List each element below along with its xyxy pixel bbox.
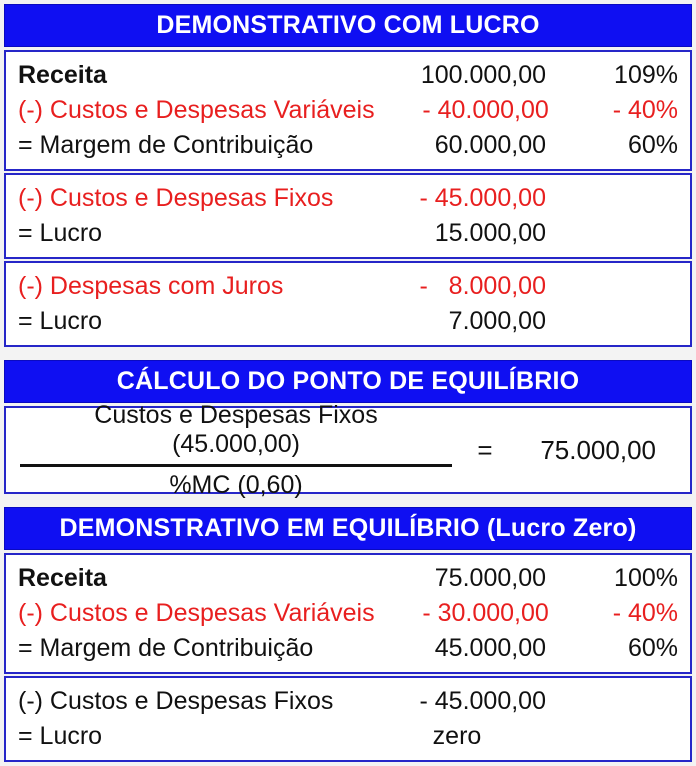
fraction-denominator: %MC (0,60) <box>169 470 303 499</box>
row-amount: - 45.000,00 <box>419 687 546 715</box>
equals-sign: = <box>477 434 493 465</box>
row-label: (-) Custos e Despesas Fixos <box>18 184 334 212</box>
table-equilibrio-section-margem <box>4 553 692 674</box>
table-row <box>6 216 690 251</box>
row-amount: 75.000,00 <box>434 564 546 592</box>
row-amount: 15.000,00 <box>434 219 546 247</box>
row-percent: 109% <box>614 61 678 89</box>
table-lucro-title: DEMONSTRATIVO COM LUCRO <box>4 4 692 47</box>
row-amount: - 45.000,00 <box>419 184 546 212</box>
breakeven-title: CÁLCULO DO PONTO DE EQUILÍBRIO <box>4 360 692 403</box>
row-label: = Margem de Contribuição <box>18 634 314 662</box>
row-label: Receita <box>18 61 107 89</box>
row-percent: 60% <box>627 634 678 662</box>
breakeven-fraction <box>20 401 452 500</box>
table-row <box>6 269 690 304</box>
table-row <box>6 719 690 754</box>
row-label: = Lucro <box>18 722 103 750</box>
table-row <box>6 181 690 216</box>
row-amount: 60.000,00 <box>434 131 546 159</box>
table-row <box>6 93 690 128</box>
row-label: (-) Custos e Despesas Fixos <box>18 687 334 715</box>
row-label: = Lucro <box>18 219 103 247</box>
row-amount: - 40.000,00 <box>422 96 549 124</box>
table-row <box>6 58 690 93</box>
row-label: (-) Custos e Despesas Variáveis <box>18 599 375 627</box>
table-lucro-section-fixos <box>4 173 692 259</box>
table-lucro-section-margem <box>4 50 692 171</box>
table-row <box>6 596 690 631</box>
breakeven-formula-box <box>4 400 692 499</box>
table-row <box>6 304 690 339</box>
spacer <box>4 347 692 360</box>
row-percent: - 40% <box>612 599 678 627</box>
table-row <box>6 684 690 719</box>
row-amount: zero <box>432 722 482 750</box>
row-amount: 7.000,00 <box>448 307 546 335</box>
row-amount: - 8.000,00 <box>419 272 546 300</box>
breakeven-result: 75.000,00 <box>540 434 656 465</box>
row-label: = Lucro <box>18 307 103 335</box>
row-label: = Margem de Contribuição <box>18 131 314 159</box>
row-label: Receita <box>18 564 107 592</box>
row-label: (-) Despesas com Juros <box>18 272 284 300</box>
row-percent: 60% <box>627 131 678 159</box>
table-equilibrio-title: DEMONSTRATIVO EM EQUILÍBRIO (Lucro Zero) <box>4 507 692 550</box>
fraction-numerator: Custos e Despesas Fixos (45.000,00) <box>20 401 452 467</box>
table-row <box>6 631 690 666</box>
row-percent: - 40% <box>612 96 678 124</box>
row-amount: 45.000,00 <box>434 634 546 662</box>
row-amount: 100.000,00 <box>420 61 546 89</box>
row-amount: - 30.000,00 <box>422 599 549 627</box>
table-lucro-section-juros <box>4 261 692 347</box>
table-equilibrio-section-lucro <box>4 676 692 762</box>
table-row <box>6 128 690 163</box>
row-label: (-) Custos e Despesas Variáveis <box>18 96 375 124</box>
row-percent: 100% <box>614 564 678 592</box>
table-row <box>6 561 690 596</box>
